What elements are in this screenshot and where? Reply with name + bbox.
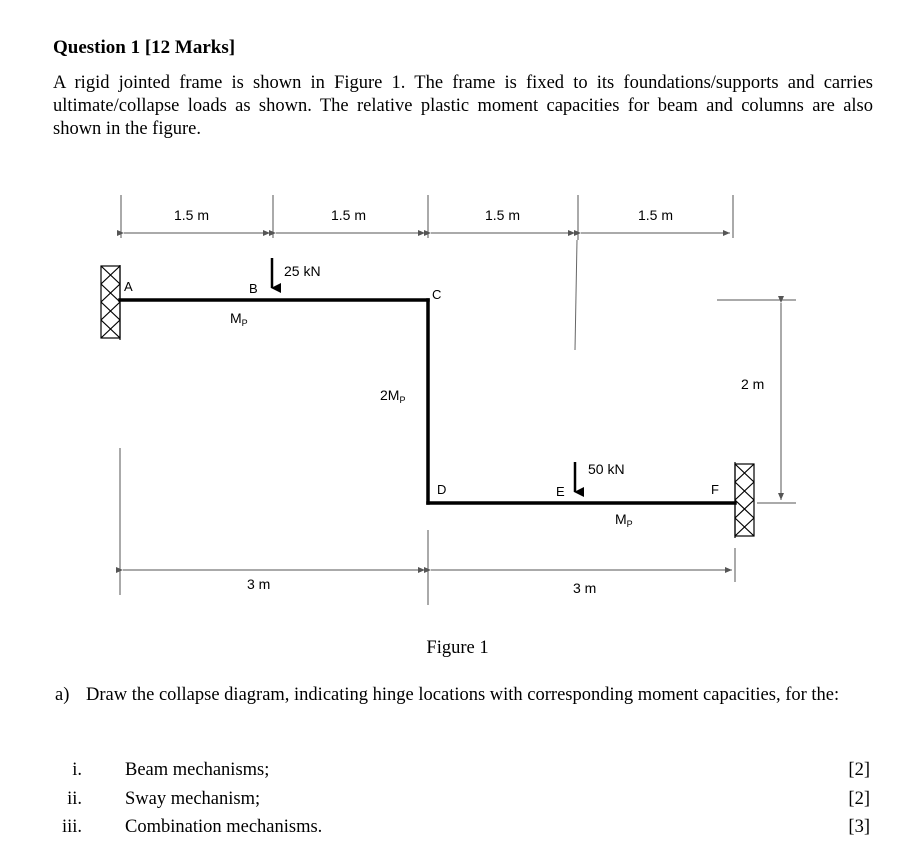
height-dimension	[717, 300, 796, 503]
node-f: F	[711, 482, 719, 497]
dim-top-3: 1.5 m	[485, 207, 521, 223]
part-a-item	[0, 817, 870, 841]
fixed-support-f	[735, 462, 754, 538]
item-number: ii.	[67, 789, 82, 809]
figure-caption: Figure 1	[426, 638, 489, 658]
dim-top-4: 1.5 m	[638, 207, 674, 223]
frame-figure	[0, 180, 915, 630]
dim-bottom-1: 3 m	[247, 576, 271, 592]
item-marks: [2]	[848, 760, 870, 780]
question-intro: A rigid jointed frame is shown in Figure 1. The frame is fixed to its foundations/supports and carries ultimate/collapse loads as shown. The relative plastic moment capacities for beam and columns are also shown in the figure.	[53, 73, 873, 139]
node-b: B	[249, 281, 258, 296]
item-marks: [3]	[848, 817, 870, 837]
part-a	[55, 684, 873, 707]
node-a: A	[124, 279, 133, 294]
dim-bottom-2: 3 m	[573, 580, 597, 596]
node-labels	[124, 279, 719, 499]
question-title: Question 1 [12 Marks]	[53, 37, 236, 58]
capacity-column-cd: $2M_P$	[380, 387, 406, 405]
aux-line-e	[575, 240, 577, 350]
node-d: D	[437, 482, 447, 497]
item-label: Beam mechanisms;	[125, 760, 270, 780]
item-marks: [2]	[848, 789, 870, 809]
frame-members	[120, 300, 735, 503]
capacity-beam-ac: $M_P$	[230, 310, 248, 328]
top-dimension-labels	[174, 207, 673, 223]
part-a-item	[0, 789, 870, 813]
fixed-support-a	[101, 265, 120, 340]
item-number: i.	[72, 760, 82, 780]
node-c: C	[432, 287, 442, 302]
part-a-letter: a)	[55, 685, 70, 705]
dim-top-1: 1.5 m	[174, 207, 210, 223]
item-number: iii.	[61, 817, 82, 837]
item-label: Sway mechanism;	[125, 789, 261, 809]
part-a-item	[0, 760, 870, 784]
dim-height-label: 2 m	[741, 376, 765, 392]
node-e: E	[556, 484, 565, 499]
capacity-beam-df: $M_P$	[615, 511, 633, 529]
item-label: Combination mechanisms.	[125, 817, 323, 837]
dim-top-2: 1.5 m	[331, 207, 367, 223]
part-a-text: Draw the collapse diagram, indicating hinge locations with corresponding moment capacities, for the:	[86, 685, 840, 705]
load-b-label: 25 kN	[284, 263, 321, 279]
load-e-label: 50 kN	[588, 461, 625, 477]
